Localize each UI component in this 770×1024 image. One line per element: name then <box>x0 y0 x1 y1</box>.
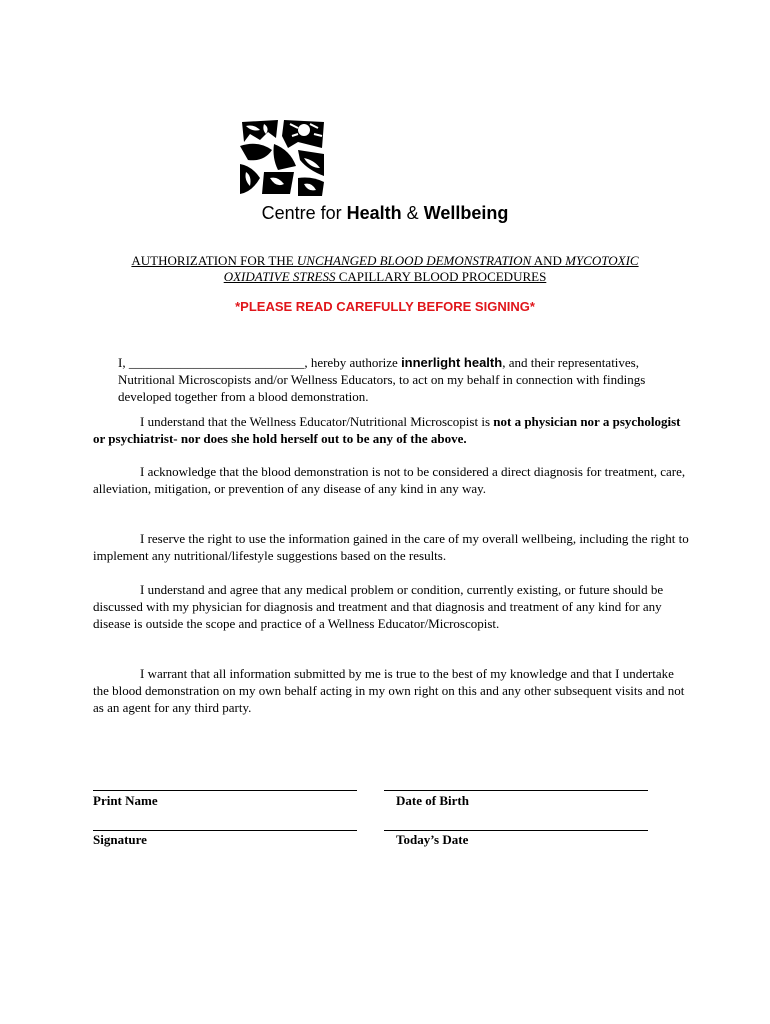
org-name-ampersand: & <box>401 203 424 223</box>
org-name-wellbeing: Wellbeing <box>423 203 509 223</box>
date-of-birth-label: Date of Birth <box>396 793 469 808</box>
title-part: MYCOTOXIC <box>565 253 639 268</box>
title-part: UNCHANGED BLOOD DEMONSTRATION <box>296 253 532 268</box>
acknowledge-paragraph <box>93 463 693 497</box>
signature-line[interactable] <box>93 830 357 831</box>
medical-problem-paragraph <box>93 581 693 632</box>
print-name-line[interactable] <box>93 790 357 791</box>
reserve-right-text: I reserve the right to use the information gained in the care of my overall wellbeing, including the right to implement any nutritional/lifestyle suggestions based on the results. <box>93 531 689 563</box>
todays-date-label: Today’s Date <box>396 832 469 847</box>
title-part: OXIDATIVE STRESS <box>223 269 336 284</box>
acknowledge-text: I acknowledge that the blood demonstration is not to be considered a direct diagnosis for treatment, care, alleviation, mitigation, or prevention of any disease of any kind in any way. <box>93 464 686 496</box>
authorization-paragraph <box>118 354 688 405</box>
medical-problem-text: I understand and agree that any medical problem or condition, currently existing, or future should be discussed with my physician for diagnosis and treatment and that diagnosis and treatment of any kind for any disease is outside the scope and practice of a Wellness Educator/Microscopist. <box>93 582 664 631</box>
title-part: AND <box>531 253 566 268</box>
title-part: CAPILLARY BLOOD PROCEDURES <box>335 269 547 284</box>
authorization-text-prefix: I, ___________________________, hereby authorize <box>118 355 402 370</box>
signature-label: Signature <box>93 832 147 847</box>
org-name-regular: Centre for <box>261 203 347 223</box>
title-part: AUTHORIZATION FOR THE <box>131 253 297 268</box>
org-name-health: Health <box>346 203 402 223</box>
todays-date-line[interactable] <box>384 830 648 831</box>
not-physician-paragraph <box>93 413 693 447</box>
document-title <box>80 253 690 285</box>
warrant-text: I warrant that all information submitted by me is true to the best of my knowledge and that I undertake the blood demonstration on my own behalf acting in my own right on this and any other subsequent visits and not as an agent for any third party. <box>93 666 685 715</box>
brand-name: innerlight health <box>401 355 503 370</box>
not-physician-text: I understand that the Wellness Educator/Nutritional Microscopist is <box>140 414 494 429</box>
organization-name <box>0 203 770 224</box>
warning-notice: *PLEASE READ CAREFULLY BEFORE SIGNING* <box>235 299 535 314</box>
sun-leaves-logo-icon <box>238 120 326 196</box>
warrant-paragraph <box>93 665 693 716</box>
print-name-label: Print Name <box>93 793 158 808</box>
date-of-birth-line[interactable] <box>384 790 648 791</box>
reserve-right-paragraph <box>93 530 693 564</box>
not-physician-bold-text: not a physician nor a psychologist or psychiatrist- nor does she hold herself out to be any of the above. <box>93 414 681 446</box>
authorization-text-suffix: , and their representatives, Nutritional Microscopists and/or Wellness Educators, to act on my behalf in connection with findings developed together from a blood demonstration. <box>118 355 646 404</box>
